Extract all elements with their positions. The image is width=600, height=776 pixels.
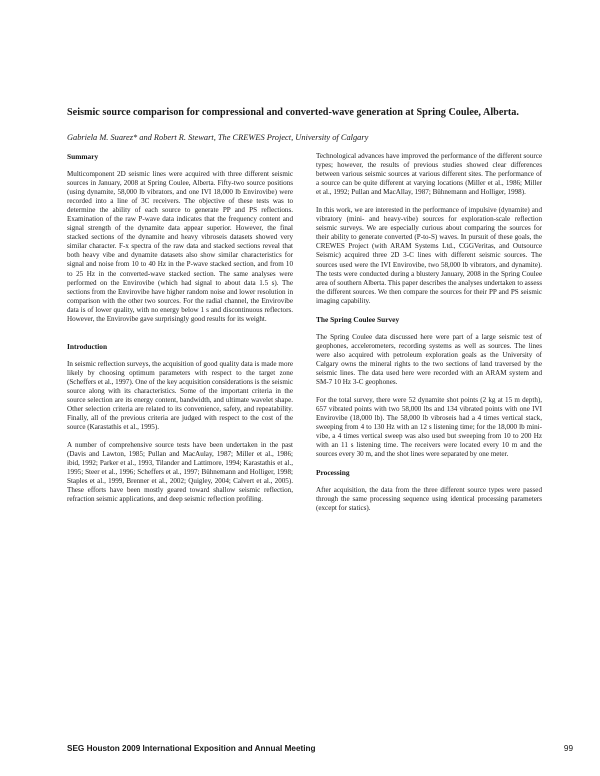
page-number: 99 <box>563 744 573 753</box>
processing-heading: Processing <box>316 468 350 478</box>
introduction-paragraph-3: Technological advances have improved the performance of the different source types; however, the results of previous studies showed clear differences between various seismic sources at various different sites. The performance of a source can be quite different at varying locations (Miller et al., 1986; Miller et al., 1992; Pullan and MacAllay, 1987; Bühnemann and Holliger, 1998). <box>316 152 542 197</box>
paper-title: Seismic source comparison for compressional and converted-wave generation at Spring Coulee, Alberta. <box>67 107 519 118</box>
survey-paragraph-1: The Spring Coulee data discussed here were part of a large seismic test of geophones, accelerometers, recording systems as well as sources. The lines were also acquired with petroleum exploration goals as the University of Calgary owns the mineral rights to the two sections of land traversed by the seismic lines. The data used here were recorded with an ARAM system and SM-7 10 Hz 3-C geophones. <box>316 332 542 386</box>
paper-authors: Gabriela M. Suarez* and Robert R. Stewart, The CREWES Project, University of Calgary <box>67 133 369 142</box>
left-column <box>67 152 293 514</box>
summary-paragraph: Multicomponent 2D seismic lines were acquired with three different seismic sources in January, 2008 at Spring Coulee, Alberta. Fifty-two source positions (using dynamite, 58,000 lb vibrators, and one IVI 18,000 lb Envirovibe) were recorded into a line of 3C receivers. The objective of these tests was to determine the ability of each source to generate PP and PS reflections. Examination of the raw P-wave data indicates that the frequency content and signal strength of the dynamite data appear superior. However, the final stacked sections of the dynamite and heavy vibroseis datasets showed very similar character. F-x spectra of the raw data and stacked sections reveal that both heavy vibe and dynamite datasets also show similar characteristics for signal and noise from 10 to 40 Hz in the P-wave stacked section, and from 10 to 25 Hz in the converted-wave stacked section. The same analyses were performed on the Envirovibe (which had signal to about data 1.5 s). The sections from the Envirovibe have higher random noise and lower resolution in comparison with the other two sources. For the radial channel, the Envirovibe data is of lower quality, with no energy below 1 s and discontinuous reflectors. However, the Envirovibe gave surprisingly good results for its weight. <box>67 170 293 323</box>
conference-name: SEG Houston 2009 International Exposition and Annual Meeting <box>67 744 316 753</box>
processing-paragraph: After acquisition, the data from the three different source types were passed through the same processing sequence using identical processing parameters (except for statics). <box>316 486 542 513</box>
survey-heading: The Spring Coulee Survey <box>316 314 400 324</box>
introduction-paragraph-1: In seismic reflection surveys, the acquisition of good quality data is made more likely by choosing optimum parameters with respect to the target zone (Scheffers et al., 1997). One of the key acquisition considerations is the seismic source along with its characteristics. Some of the important criteria in the source selection are its energy content, bandwidth, and ultimate wavelet shape. Other selection criteria are related to its convenience, safety, and repeatability. Finally, all of the previous criteria are judged with respect to the cost of the source (Karastathis et al., 1995). <box>67 359 293 432</box>
survey-paragraph-2: For the total survey, there were 52 dynamite shot points (2 kg at 15 m depth), 657 vibrated points with two 58,000 lbs and 134 vibrated points with one IVI Envirovibe (18,000 lb). The 58,000 lb vibroseis had a 4 times vertical stack, sweeping from 4 to 130 Hz with an 12 s listening time; for the 18,000 lb mini-vibe, a 4 times vertical sweep was also used but sweeping from 10 to 200 Hz with an 11 s listening time. The receivers were located every 10 m and the sources every 30 m, and the shot lines were separated by one meter. <box>316 396 542 459</box>
introduction-paragraph-4: In this work, we are interested in the performance of impulsive (dynamite) and vibratory (mini- and heavy-vibe) sources for exploration-scale reflection seismic surveys. We are especially curious about comparing the sources for their ability to generate converted (P-to-S) waves. In pursuit of these goals, the CREWES Project (with ARAM Systems Ltd., CGGVeritas, and Outsource Seismic) acquired three 2D 3-C lines with different seismic sources. The sources used were the IVI Envirovibe, two 58,000 lb vibrators, and dynamite). The tests were conducted during a blustery January, 2008 in the Spring Coulee area of southern Alberta. This paper describes the analyses undertaken to assess the different sources. We then compare the sources for their PP and PS seismic imaging capability. <box>316 206 543 305</box>
introduction-heading: Introduction <box>67 341 108 351</box>
summary-heading: Summary <box>67 152 99 161</box>
right-column <box>316 152 542 523</box>
introduction-paragraph-2: A number of comprehensive source tests have been undertaken in the past (Davis and Lawton, 1985; Pullan and MacAulay, 1987; Miller et al., 1986; ibid, 1992; Parker et al., 1993, Tilander and Lattimore, 1994; Karastathis et al., 1995; Steer et al., 1996; Scheffers et al., 1997; Bühnemann and Holliger, 1998; Staples et al., 1999, Brenner et al., 2002; Quigley, 2004; Calvert et al., 2005). These efforts have been mostly geared toward shallow seismic reflection, refraction seismic applications, and deep seismic reflection profiling. <box>67 441 293 504</box>
